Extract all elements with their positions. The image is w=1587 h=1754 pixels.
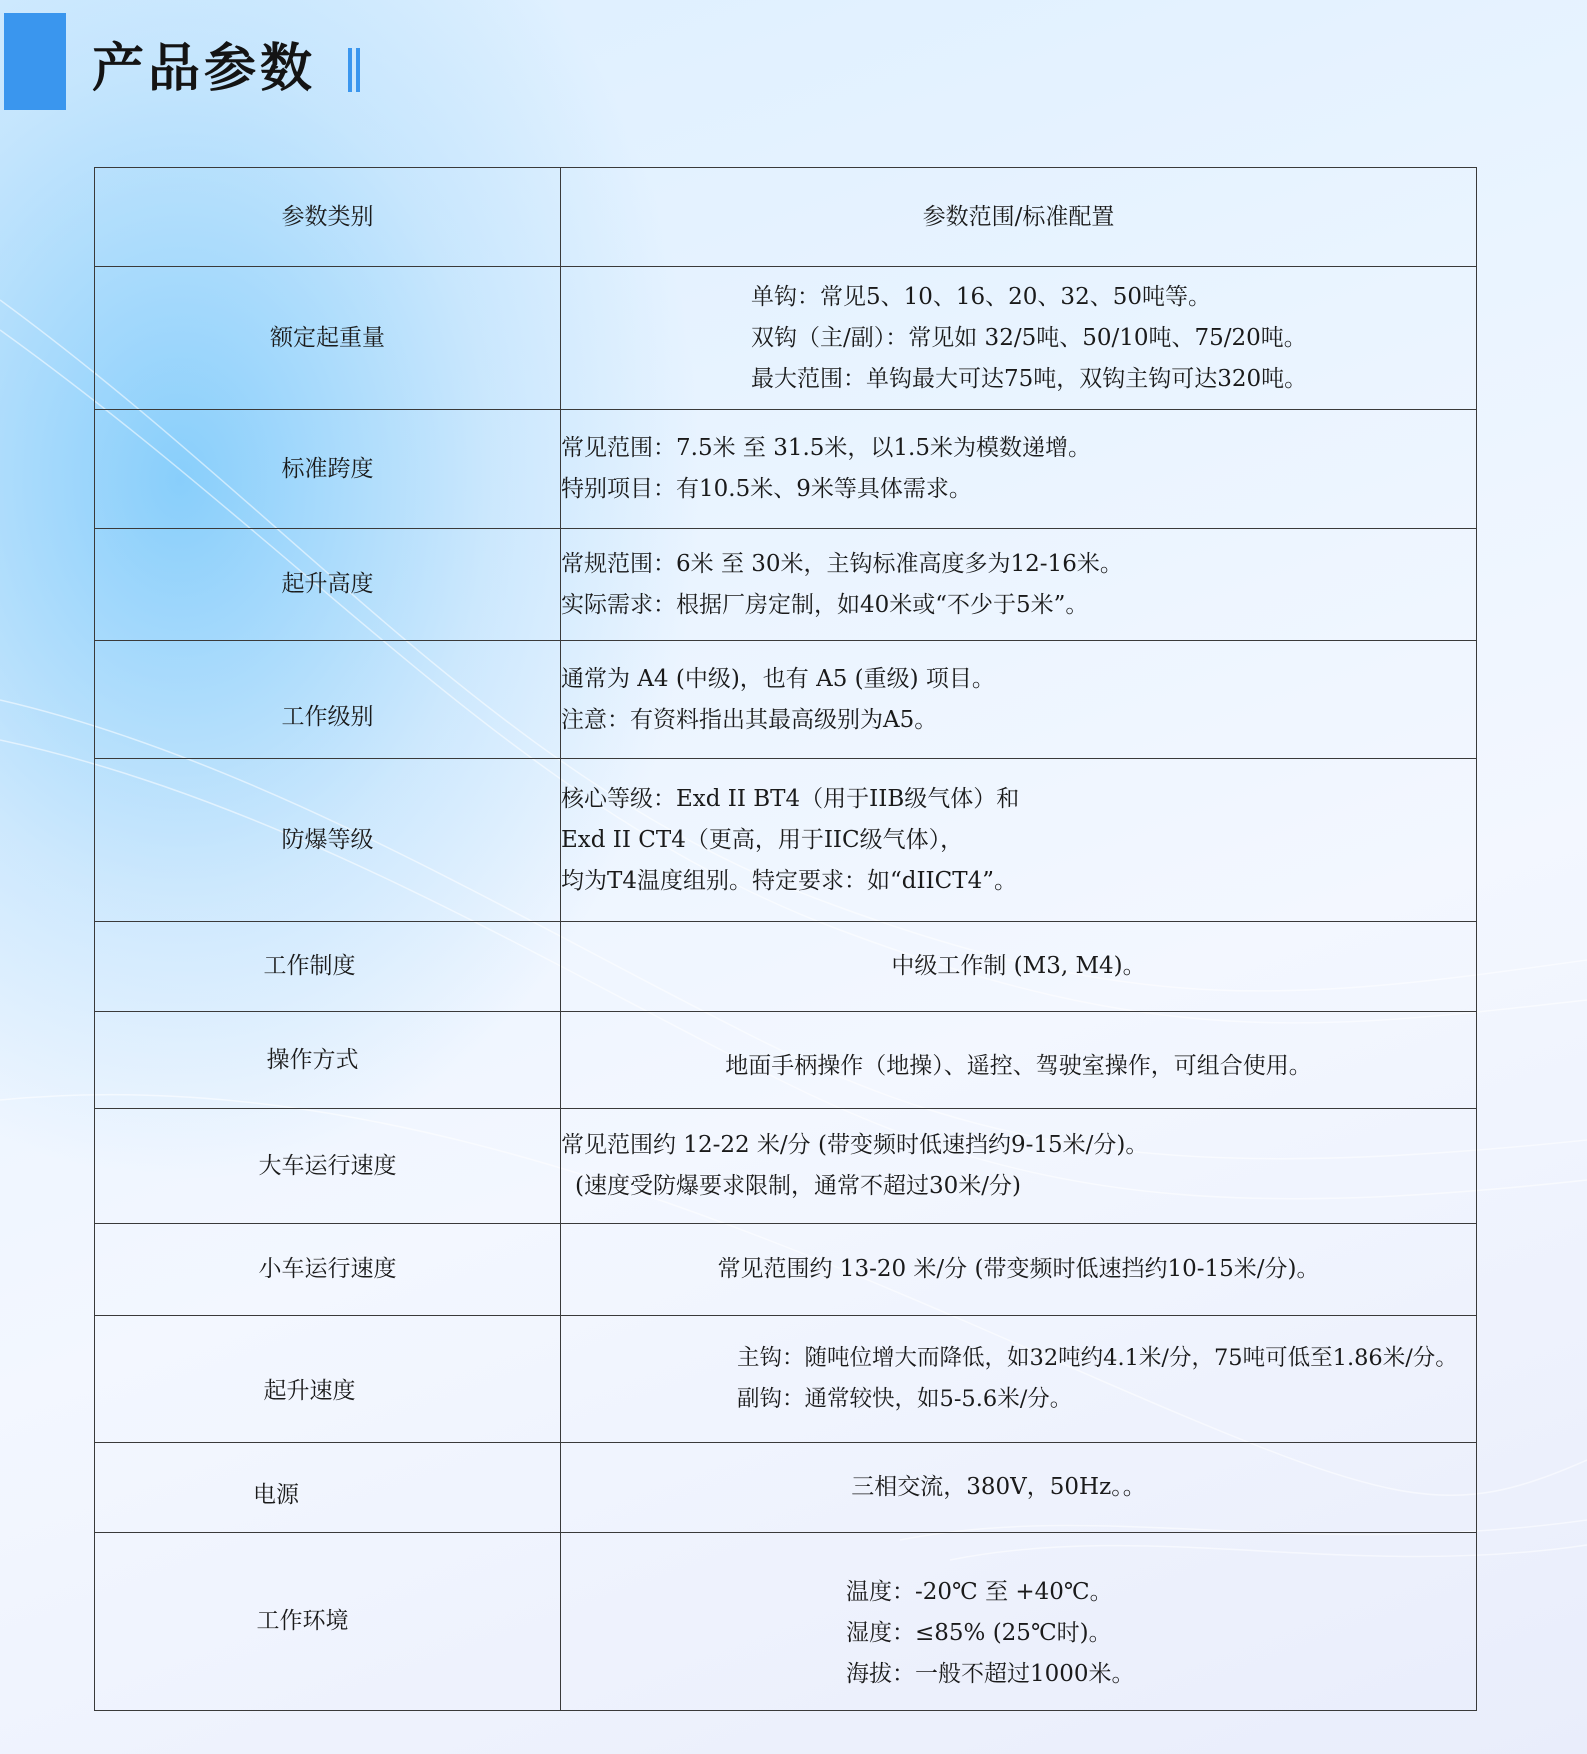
row-category: 小车运行速度 (95, 1224, 561, 1316)
row-category: 工作制度 (95, 922, 561, 1012)
value-line: 核心等级：Exd II BT4（用于IIB级气体）和 (561, 785, 1020, 812)
table-row (95, 1533, 1477, 1711)
value-line: 特别项目：有10.5米、9米等具体需求。 (561, 476, 972, 502)
value-line: 双钩（主/副）：常见如 32/5吨、50/10吨、75/20吨。 (751, 324, 1307, 351)
row-category: 大车运行速度 (95, 1109, 561, 1224)
value-line: 常见范围约 12-22 米/分 (带变频时低速挡约9-15米/分)。 (561, 1132, 1149, 1158)
row-category: 操作方式 (95, 1012, 561, 1109)
value-line: 常见范围：7.5米 至 31.5米，以1.5米为模数递增。 (561, 435, 1091, 461)
parameter-table (94, 167, 1477, 1711)
row-value (561, 410, 1477, 529)
table-row (95, 1224, 1477, 1316)
table-row (95, 410, 1477, 529)
title-accent-block (4, 13, 66, 110)
value-line: 湿度：≤85% (25℃时)。 (846, 1620, 1112, 1646)
table-row (95, 1443, 1477, 1533)
row-category: 标准跨度 (95, 410, 561, 529)
value-line: 常规范围：6米 至 30米，主钩标准高度多为12-16米。 (561, 550, 1123, 577)
value-line: 三相交流，380V，50Hz。。 (851, 1474, 1146, 1500)
value-line: 副钩：通常较快，如5-5.6米/分。 (737, 1386, 1073, 1412)
row-value (561, 1012, 1477, 1109)
table-row (95, 1316, 1477, 1443)
row-value (561, 529, 1477, 641)
value-line: 实际需求：根据厂房定制，如40米或“不少于5米”。 (561, 591, 1089, 618)
row-category: 起升高度 (95, 529, 561, 641)
table-row (95, 529, 1477, 641)
row-category: 工作环境 (95, 1533, 561, 1711)
title-double-bar-mark (348, 48, 362, 92)
value-line: 地面手柄操作（地操）、遥控、驾驶室操作，可组合使用。 (725, 1052, 1312, 1079)
table-row (95, 922, 1477, 1012)
row-category: 防爆等级 (95, 759, 561, 922)
value-line: 海拔：一般不超过1000米。 (846, 1661, 1135, 1687)
row-value (561, 267, 1477, 410)
value-line: 中级工作制 (M3, M4)。 (891, 953, 1146, 979)
value-line: (速度受防爆要求限制，通常不超过30米/分) (575, 1173, 1021, 1199)
table-row (95, 641, 1477, 759)
table-row (95, 759, 1477, 922)
value-line: 主钩：随吨位增大而降低，如32吨约4.1米/分，75吨可低至1.86米/分。 (737, 1345, 1458, 1371)
row-category: 额定起重量 (95, 267, 561, 410)
table-row (95, 1109, 1477, 1224)
value-line: 温度：-20℃ 至 +40℃。 (846, 1579, 1113, 1605)
value-line: 注意：有资料指出其最高级别为A5。 (561, 707, 938, 733)
value-line: Exd II CT4（更高，用于IIC级气体）， (561, 826, 964, 853)
row-value (561, 641, 1477, 759)
row-value (561, 922, 1477, 1012)
value-line: 均为T4温度组别。特定要求：如“dIICT4”。 (561, 867, 1017, 894)
value-line: 通常为 A4 (中级)，也有 A5 (重级) 项目。 (561, 666, 995, 692)
table-header-row (95, 168, 1477, 267)
row-value (561, 1443, 1477, 1533)
table-row (95, 1012, 1477, 1109)
page-title: 产品参数 (92, 39, 317, 99)
header-category: 参数类别 (95, 168, 561, 267)
row-value (561, 759, 1477, 922)
value-line: 常见范围约 13-20 米/分 (带变频时低速挡约10-15米/分)。 (717, 1256, 1320, 1282)
row-value (561, 1316, 1477, 1443)
row-value (561, 1533, 1477, 1711)
value-line: 最大范围：单钩最大可达75吨，双钩主钩可达320吨。 (751, 365, 1308, 392)
value-line: 单钩：常见5、10、16、20、32、50吨等。 (751, 283, 1211, 310)
row-category: 电源 (95, 1443, 561, 1533)
table-row (95, 267, 1477, 410)
row-value (561, 1224, 1477, 1316)
row-category: 起升速度 (95, 1316, 561, 1443)
row-value (561, 1109, 1477, 1224)
row-category: 工作级别 (95, 641, 561, 759)
header-value: 参数范围/标准配置 (561, 168, 1477, 267)
